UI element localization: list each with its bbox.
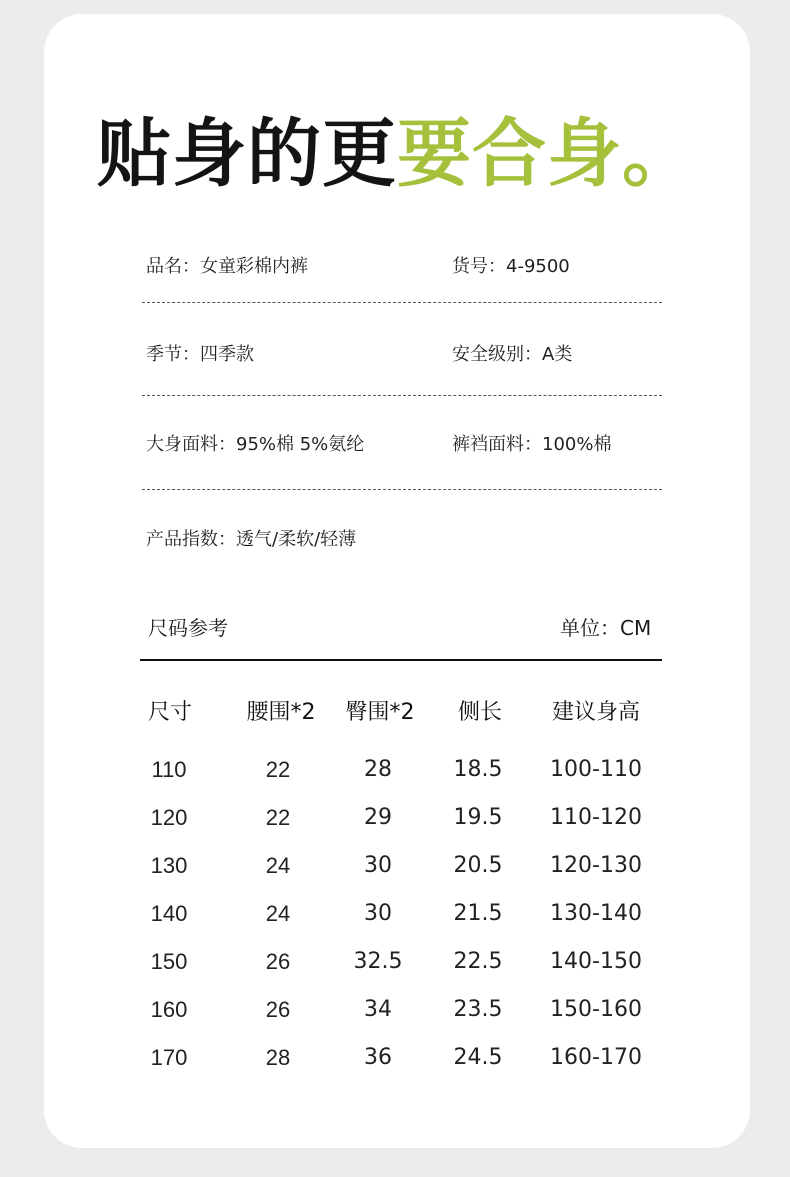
cell-hip: 32.5	[353, 949, 403, 974]
dashed-divider	[142, 395, 662, 396]
spec-value: 100%棉	[542, 434, 612, 455]
cell-side-length: 21.5	[453, 901, 503, 926]
column-header-size: 尺寸	[147, 700, 193, 725]
spec-label: 货号：	[452, 256, 506, 277]
spec-value: 透气/柔软/轻薄	[236, 529, 357, 550]
cell-hip: 30	[364, 853, 392, 878]
cell-waist: 26	[265, 997, 291, 1022]
cell-size: 150	[150, 949, 188, 974]
spec-label: 季节：	[146, 344, 200, 365]
cell-size: 160	[150, 997, 188, 1022]
cell-size: 140	[150, 901, 188, 926]
spec-label: 安全级别：	[452, 344, 542, 365]
cell-hip: 34	[364, 997, 392, 1022]
spec-product-name	[146, 252, 308, 278]
cell-waist: 28	[265, 1045, 291, 1070]
spec-safety-grade	[452, 340, 572, 366]
cell-hip: 29	[364, 805, 392, 830]
spec-label: 大身面料：	[146, 434, 236, 455]
spec-crotch-fabric	[452, 430, 611, 456]
product-info-card	[44, 14, 750, 1148]
cell-waist: 22	[265, 757, 291, 782]
cell-waist: 26	[265, 949, 291, 974]
spec-value: 4-9500	[506, 256, 570, 277]
cell-hip: 30	[364, 901, 392, 926]
cell-size: 130	[150, 853, 188, 878]
cell-height: 150-160	[550, 997, 642, 1022]
cell-size: 120	[150, 805, 188, 830]
cell-hip: 28	[364, 757, 392, 782]
cell-height: 130-140	[550, 901, 642, 926]
spec-season	[146, 340, 254, 366]
cell-side-length: 23.5	[453, 997, 503, 1022]
cell-height: 120-130	[550, 853, 642, 878]
spec-label: 产品指数：	[146, 529, 236, 550]
cell-side-length: 19.5	[453, 805, 503, 830]
headline-green-part: 要合身。	[397, 111, 697, 197]
cell-height: 160-170	[550, 1045, 642, 1070]
cell-side-length: 18.5	[453, 757, 503, 782]
dashed-divider	[142, 489, 662, 490]
headline-dark-part: 贴身的更	[97, 111, 397, 197]
spec-value: 女童彩棉内裤	[200, 256, 308, 277]
spec-body-fabric	[146, 430, 364, 456]
dashed-divider	[142, 302, 662, 303]
column-header-waist: 腰围*2	[246, 700, 316, 725]
column-header-side-length: 侧长	[457, 700, 503, 725]
spec-value: 95%棉 5%氨纶	[236, 434, 365, 455]
size-chart-unit: 单位：CM	[560, 616, 652, 640]
cell-side-length: 24.5	[453, 1045, 503, 1070]
spec-value: 四季款	[200, 344, 254, 365]
spec-product-index	[146, 525, 356, 551]
cell-hip: 36	[364, 1045, 392, 1070]
cell-side-length: 22.5	[453, 949, 503, 974]
cell-size: 170	[150, 1045, 188, 1070]
cell-size: 110	[151, 757, 187, 782]
cell-waist: 24	[265, 853, 291, 878]
spec-label: 品名：	[146, 256, 200, 277]
size-chart-title: 尺码参考	[148, 616, 228, 640]
column-header-hip: 臀围*2	[345, 700, 415, 725]
size-chart-rule	[140, 659, 662, 661]
spec-label: 裤裆面料：	[452, 434, 542, 455]
cell-waist: 22	[265, 805, 291, 830]
headline	[44, 109, 750, 199]
spec-value: A类	[542, 344, 573, 365]
spec-item-number	[452, 252, 570, 278]
column-header-height: 建议身高	[551, 700, 641, 725]
cell-height: 140-150	[550, 949, 642, 974]
cell-height: 100-110	[550, 757, 642, 782]
cell-side-length: 20.5	[453, 853, 503, 878]
cell-height: 110-120	[550, 805, 642, 830]
cell-waist: 24	[265, 901, 291, 926]
